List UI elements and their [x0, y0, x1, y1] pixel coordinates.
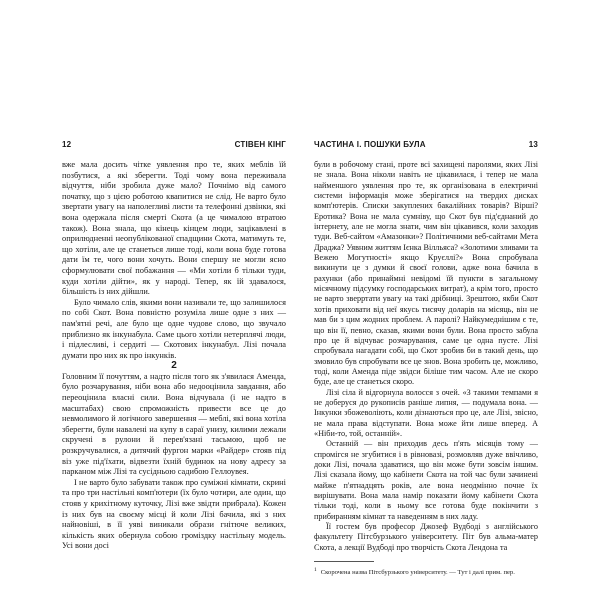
- footnote-divider: [314, 561, 374, 562]
- paragraph: Головним її почуттям, а надто після того як з'явилася Аменда, було розчарування, ніби вона або недооцінила завдання, або переоцінила власні сили. Вона відчувала (і не надто в масштабах) свою спроможність привести все це до невмолимого й логічного завершення — меблі, які вона хотіла зберегти, були навалені на купу в сараї унизу, килими лежали скручені в рулони й перев'язані тасьмою, щоб не розкручувалися, а дитячий фургон марки «Райдер» стояв під віз уже під'їхати, відвезти їхній будинок на нову адресу за парканом між Лізі та сусідньою садибою Геллоувея.: [62, 371, 286, 477]
- paragraph: Лізі сіла й відгорнула волосся з очей. «З такими темпами я не доберуся до рукописів раніше липня, — подумала вона. — Інкунки збожеволіють, коли дізнаються про це, але Лізі, звісно, не мала права відступати. Вона може йти лише вперед. А «Ніби-то, той, останній».: [314, 387, 538, 438]
- page-number: 12: [62, 140, 72, 149]
- paragraph: І не варто було забувати також про суміжні кімнати, скрині та про три настільні комп'ютери (їх було чотири, але один, що стояв у крихітному куточку, Лізі вже звідти прибрала). Кожен із них був на своєму місці й коли Лізі бачила, які з них найновіші, в її уяві виникали образи гнітюче великих, кількість яких обернула собою громіздку настільну модель. Усі вони досі: [62, 477, 286, 551]
- right-page-body: [314, 160, 538, 577]
- footnote-text: Скорочена назва Пітсбурзького університету. — Тут і далі прим. пер.: [320, 569, 515, 577]
- page-number: 13: [528, 140, 538, 149]
- paragraph: Було чимало слів, якими вони називали те, що залишилося по собі Скот. Вона повністю розуміла лише одне з них — пам'ятні речі, але було ще одне чудове слово, що звучало приблизно як інкунабула. Саме цього хотіли нетерплячі люди, і підлесливі, і сердиті — Скотових інкунабул. Лізі почала думати про них як про інкунків.: [62, 297, 286, 360]
- left-page-body: [62, 160, 286, 552]
- right-running-header: [314, 140, 538, 154]
- paragraph: вже мала досить чітке уявлення про те, яких меблів їй позбутися, а які зберегти. Тоді чому вона переживала відчуття, ніби зробила дуже мало? Почнімо від самого початку, що з цією роботою квапитися не слід. Не варто було звертати увагу на наполегливі листи та телефонні дзвінки, які вона одержала після смерті Скота (а це чималою втратою також). Вона знала, що кінець кінцем люди, зацікавлені в оприлюдненні неопублікованої спадщини Скота, матимуть те, що хотіли, але це станеться лише тоді, коли вона буде готова дати їм те, чого вони хочуть. Вони спершу не могли ясно сформулювати свої побажання — «Ми хотіли б тільки туди, куди хотіли дійти», як у народі. Тепер, як їй здавалося, більшість із них дійшли.: [62, 160, 286, 297]
- footnote-marker: 1: [314, 567, 317, 574]
- paragraph: були в робочому стані, проте всі захищені паролями, яких Лізі не знала. Вона ніколи навіть не цікавилася, і тепер не мала найменшого уявлення про те, як організована в електричні системи інформація може зберігатися на твердих дисках комп'ютерів. Списки закуплених бакалійних товарів? Вірші? Еротика? Вона не мала сумніву, що Скот був під'єднаний до інтернету, але не могла знати, чим він цікавився, коли заходив туди. Веб-сайтом «Амазонки»? Політичними веб-сайтами Мета Драджа? Уявним життям Ієнка Вілльяса? «Золотими зливами та Вежею Могутності» якщо Круєллі?» Вона спробувала викинути це з думки й своєї голови, адже вона бачила в рахунки (або принаймні невідомі їй пункти в загальному місячному підсумку господарських витрат), а крім того, просто не варто зверртати увагу на такі дрібниці. Зрештою, якби Скот хотів приховати від неї якусь тисячу доларів на місяць, він не мав би з цим жодних проблем. А паролі? Найкумеднішим є те, що він її, певно, сказав, якими вони були. Вона просто забула про це й відчуває розчарування, саме це одна пусте. Лізі спробувала нагадати собі, що Скот зробив би в такий день, що змовило був спробувати все це знов. Вона зробить це, можливо, тоді, коли Аменда піде звідси біліше тим часом. Але не скоро буде, але це станеться скоро.: [314, 160, 538, 387]
- running-head-part: ЧАСТИНА І. ПОШУКИ БУЛА: [314, 140, 426, 149]
- left-running-header: [62, 140, 286, 154]
- footnote: [314, 566, 538, 577]
- running-head-author: СТІВЕН КІНГ: [234, 140, 286, 149]
- section-number: 2: [171, 360, 177, 372]
- paragraph: Її гостем був професор Джозеф Вудбоді з англійського факультету Пітсбурзького університету. Піт був альма-матер Скота, а лекції Вудбоді про творчість Скота Лендона та: [314, 522, 538, 552]
- right-page: [300, 0, 600, 600]
- paragraph: Останній — він приходив десь п'ять місяців тому — спромігся не згубитися і в рівновазі, розмовляв дуже ввічливо, доки Лізі, почала здаватися, що він може бути зовсім іншим. Лізі сказала йому, що кабінети Скота на той час були зачинені майже п'ятнадцять років, але вона неодмінно почне їх вирішувати. Вона мала намір показати йому кабінети Скота тільки тоді, коли в ньому все готова буде покінчити з прибиранням кімнат та наведенням в них ладу.: [314, 439, 538, 521]
